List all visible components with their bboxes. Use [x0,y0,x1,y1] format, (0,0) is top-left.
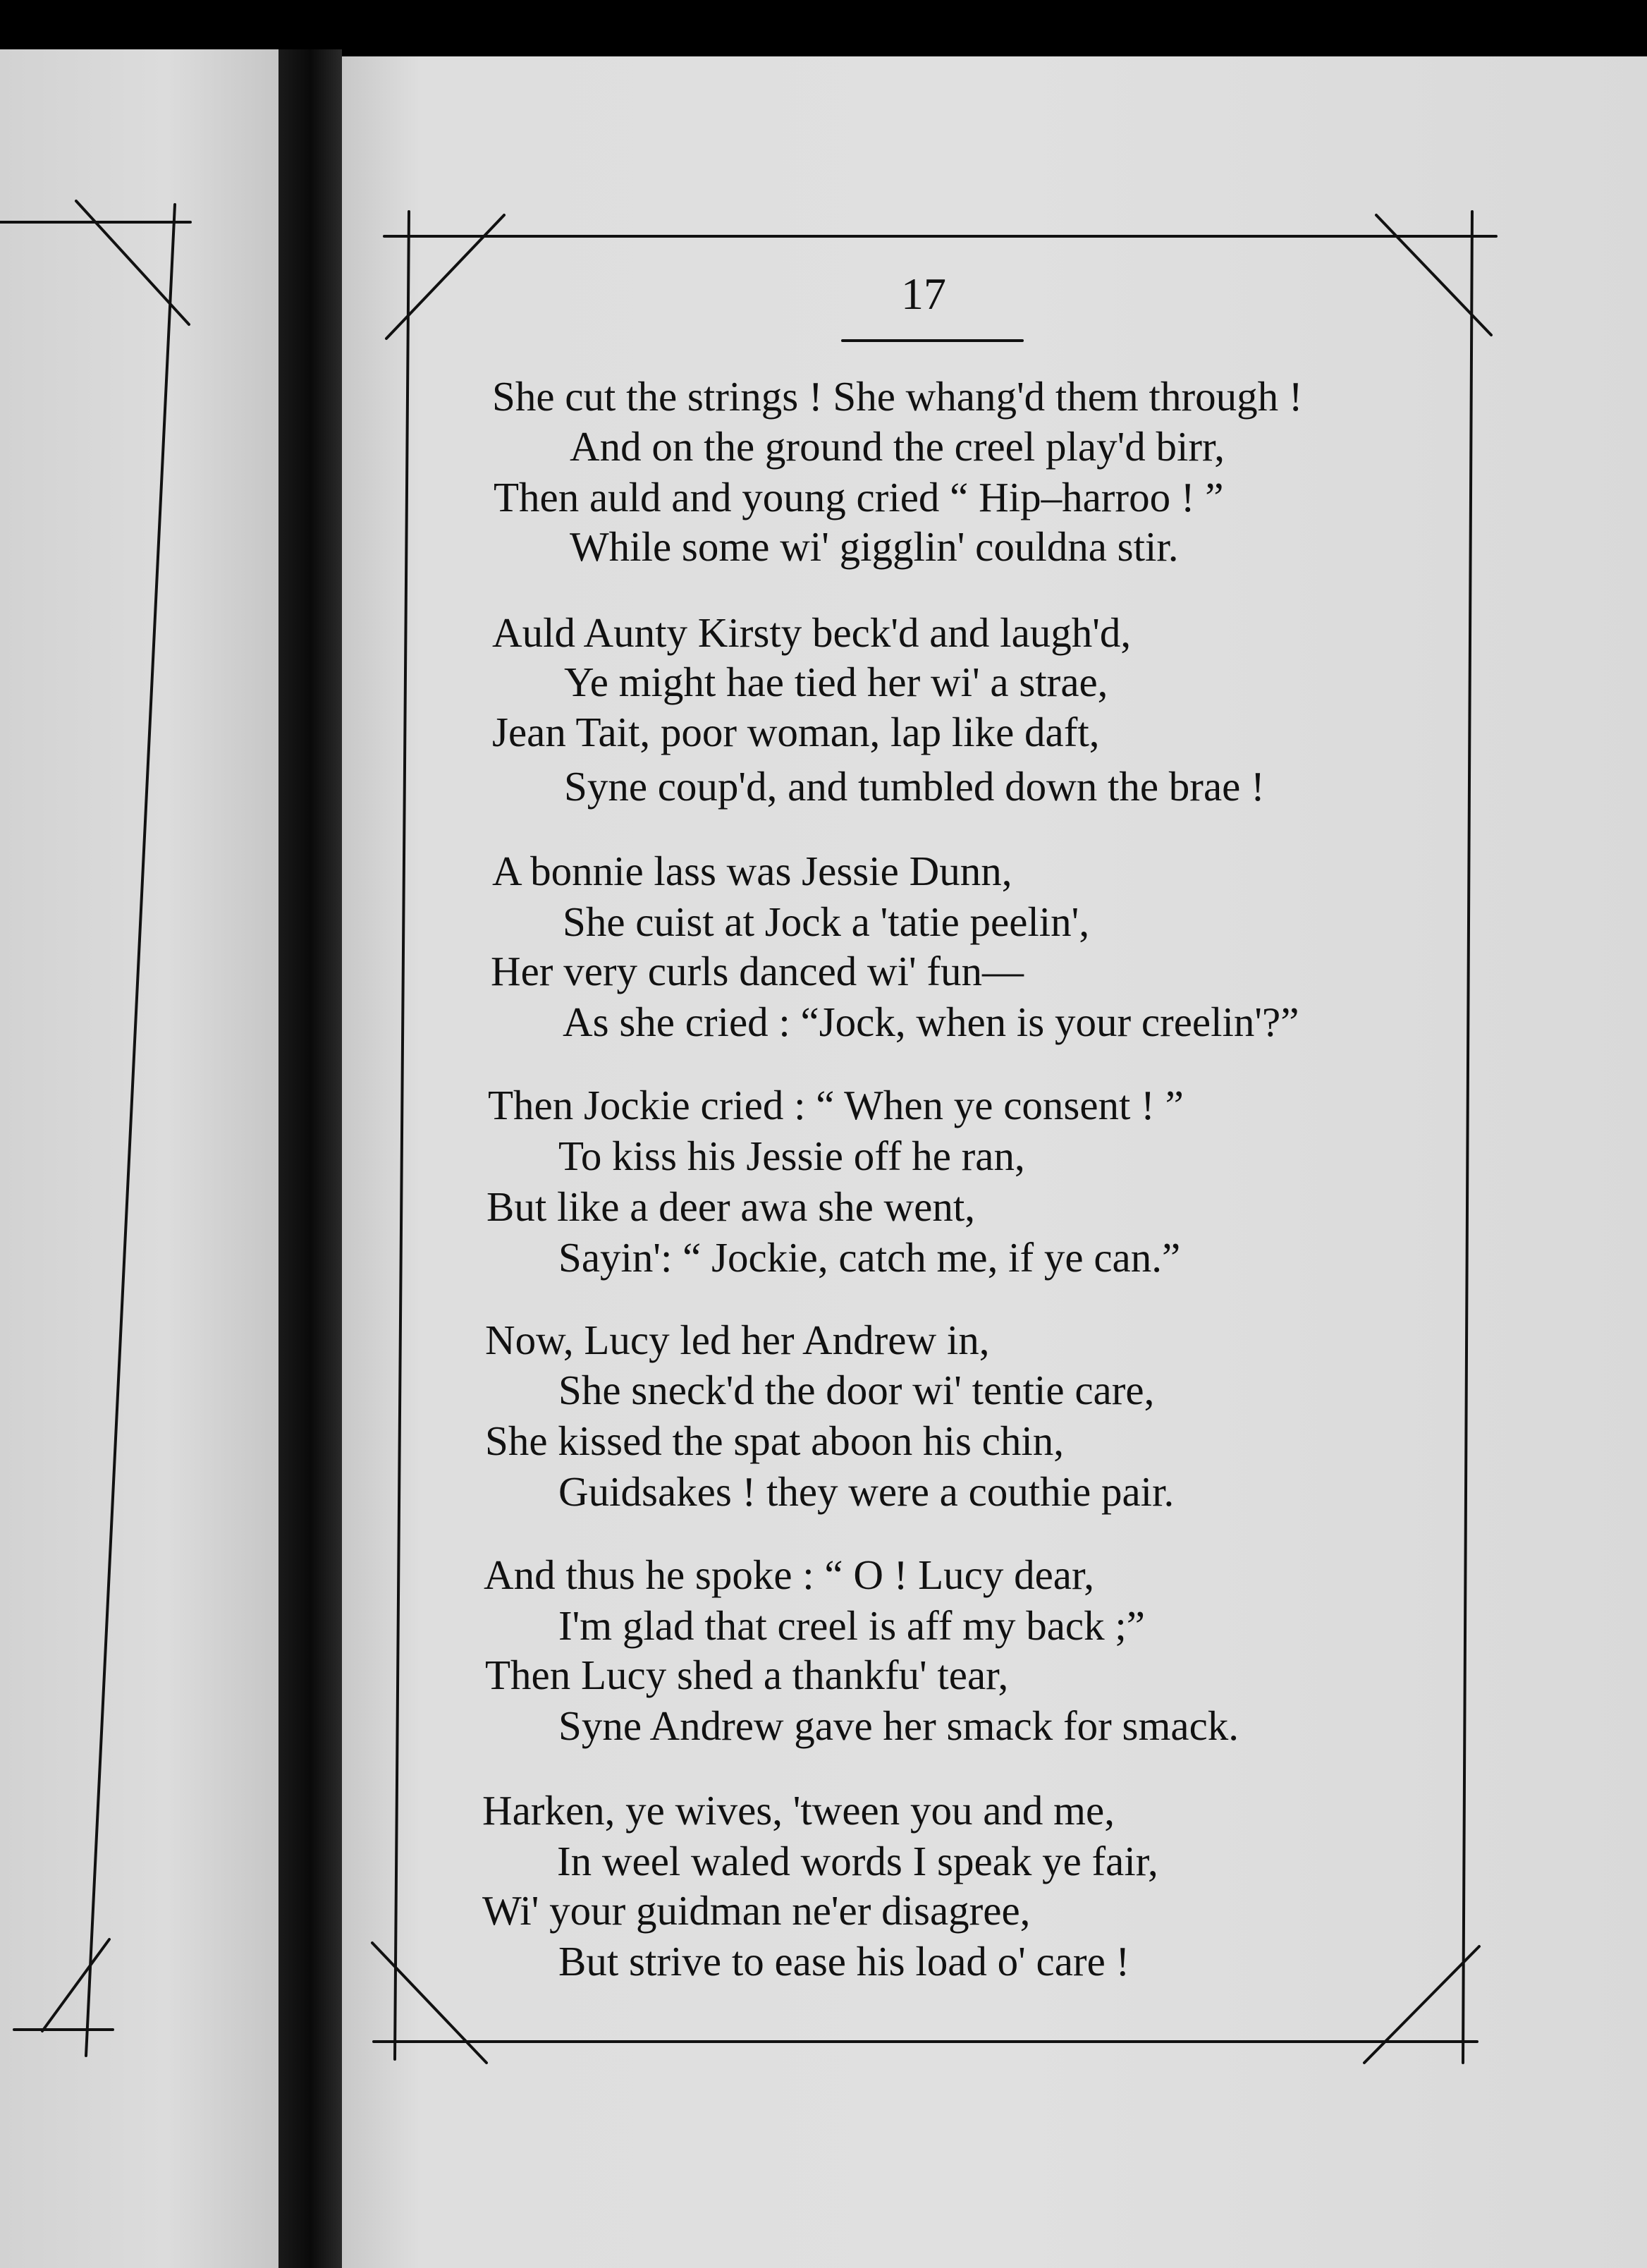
poem-line: But strive to ease his load o' care ! [558,1938,1130,1984]
poem-line: Auld Aunty Kirsty beck'd and laugh'd, [492,609,1132,656]
poem-line: Her very curls danced wi' fun— [491,948,1024,994]
poem-line: I'm glad that creel is aff my back ;” [558,1602,1145,1649]
frame-top-right-diagonal [1376,215,1491,335]
poem-line: Syne Andrew gave her smack for smack. [558,1702,1239,1749]
frame-right-rule [1463,212,1472,2063]
poem-line: She kissed the spat aboon his chin, [485,1418,1064,1464]
frame-left-rule [395,212,409,2059]
poem-line: Ye might hae tied her wi' a strae, [564,659,1108,705]
poem-line: Harken, ye wives, 'tween you and me, [482,1787,1115,1834]
frame-bottom-left-diagonal [372,1943,486,2063]
poem-line: Jean Tait, poor woman, lap like daft, [492,709,1100,755]
poem-line: Then auld and young cried “ Hip–harroo ! ” [494,474,1224,520]
poem-line: To kiss his Jessie off he ran, [558,1133,1025,1179]
poem-line: Guidsakes ! they were a couthie pair. [558,1468,1175,1515]
poem-line: And on the ground the creel play'd birr, [570,423,1225,470]
poem-line: Syne coup'd, and tumbled down the brae ! [564,763,1265,810]
poem-line: Then Jockie cried : “ When ye consent ! ” [488,1082,1184,1128]
left-page-bottom-corner-diagonal [42,1939,109,2031]
poem-line: Wi' your guidman ne'er disagree, [482,1887,1031,1934]
poem-line: She cuist at Jock a 'tatie peelin', [563,898,1090,945]
poem-line: Sayin': “ Jockie, catch me, if ye can.” [558,1234,1181,1281]
page-number: 17 [901,269,946,319]
left-page-right-rule [86,205,175,2056]
poem-line: A bonnie lass was Jessie Dunn, [492,848,1012,894]
poem-line: In weel waled words I speak ye fair, [557,1838,1158,1884]
poem-line: She cut the strings ! She whang'd them through ! [492,373,1303,420]
poem-line: She sneck'd the door wi' tentie care, [558,1367,1155,1413]
poem-line: While some wi' gigglin' couldna stir. [570,523,1179,570]
poem-line: Now, Lucy led her Andrew in, [485,1317,990,1363]
poem-line: As she cried : “Jock, when is your creelin'?” [563,999,1299,1045]
poem-line: But like a deer awa she went, [486,1183,975,1230]
poem-line: And thus he spoke : “ O ! Lucy dear, [484,1551,1095,1598]
frame-top-left-diagonal [386,215,504,339]
poem-line: Then Lucy shed a thankfu' tear, [485,1652,1009,1698]
